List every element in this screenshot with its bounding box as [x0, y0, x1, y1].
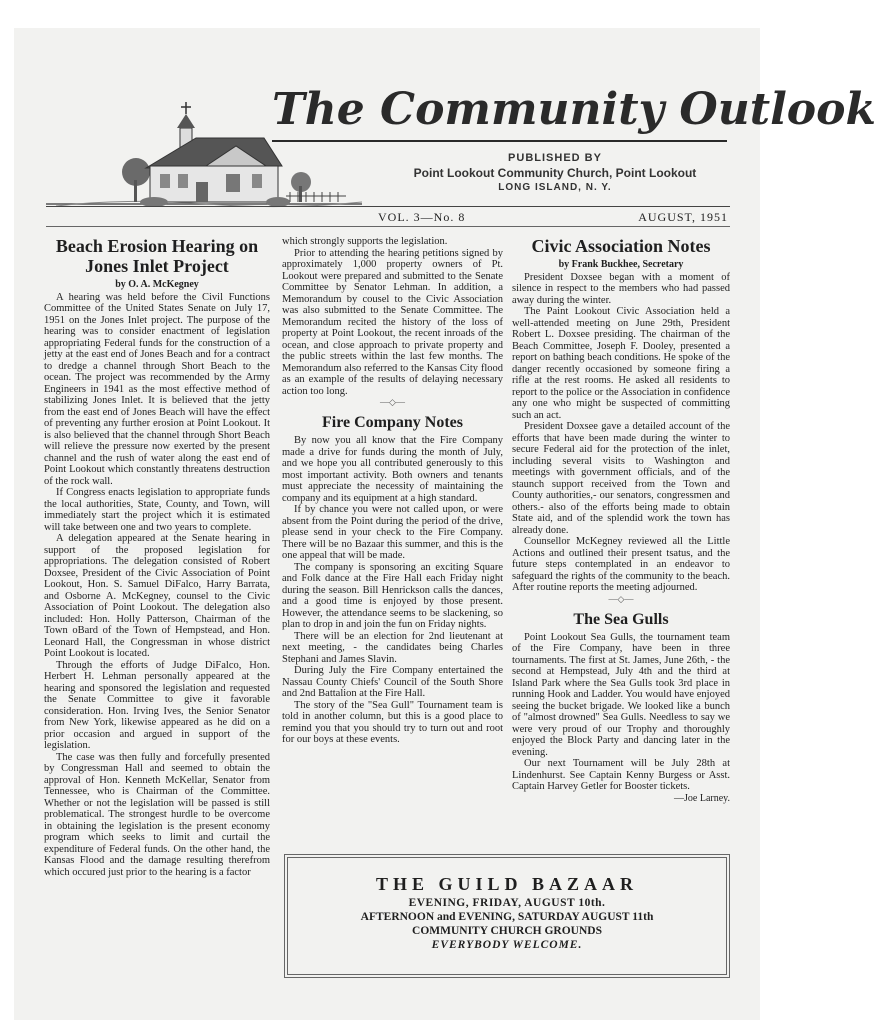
- published-by-label: PUBLISHED BY: [508, 152, 602, 164]
- column-3: [512, 236, 730, 804]
- section-divider: —◇—: [380, 397, 405, 407]
- volume-number: VOL. 3—No. 8: [378, 210, 466, 224]
- beach-paragraph: If Congress enacts legislation to appropriate funds the local authorities, State, County, and Town, will immediately start the project which it is estimated will take between one and two years to complete.: [44, 487, 270, 533]
- bazaar-line-1: EVENING, FRIDAY, AUGUST 10th.: [408, 897, 606, 909]
- section-divider: —◇—: [608, 593, 634, 604]
- civic-paragraph: The Paint Lookout Civic Association held a well-attended meeting on June 29th, President Robert L. Doxsee presiding. The chairman of the Beach Committee, Joseph F. Dooley, presented a report on bathing beach conditions. He spoke of the danger recently occasioned by someone firing a rifle at the rest rooms. He asked all residents to report to the police or the Association in confidence any one who might be suspected of committing such an act.: [512, 306, 730, 421]
- title-rule: [272, 140, 727, 142]
- newsletter-title: The Community Outlook: [272, 84, 876, 135]
- beach-byline: by O. A. McKegney: [115, 279, 199, 290]
- bazaar-line-4: EVERYBODY WELCOME.: [431, 939, 583, 951]
- column-2: [282, 236, 503, 746]
- issue-date: AUGUST, 1951: [638, 210, 728, 224]
- fire-paragraph: If by chance you were not called upon, or were absent from the Point during the period of the drive, please send in your check to the Fire Company. There will be no Bazaar this summer, and this is the one appeal that will be made.: [282, 504, 503, 561]
- fire-paragraph: The company is sponsoring an exciting Square and Folk dance at the Fire Hall each Friday night during the season. Bill Henrickson calls the dances, and a good time is enjoyed by those present. However, the attendance seems to be slackening, so plan to drop in and join the fun on Friday nights.: [282, 561, 503, 630]
- bazaar-title: THE GUILD BAZAAR: [375, 874, 639, 894]
- civic-paragraph: President Doxsee began with a moment of silence in respect to the members who had passed away during the winter.: [512, 271, 730, 306]
- fire-paragraph: By now you all know that the Fire Company made a drive for funds during the month of July, and we hope you all contributed generously to this most important activity. Both owners and tenants must appreciate the necessity of maintaining the company and its equipment at a high standard.: [282, 435, 503, 504]
- seagulls-paragraph: Point Lookout Sea Gulls, the tournament team of the Fire Company, have been in three tournaments. The first at St. James, June 26th, - the second at Hempstead, July 4th and the third at Island Park where the Sea Gulls took 3rd place in running Hook and Ladder. You would have enjoyed seeing the bucket brigade. We looked like a bunch of "almost drowned" Sea Gulls. Needless to say we were very proud of our Trophy and thoroughly enjoyed the Block Party and dancing later in the evening.: [512, 631, 730, 758]
- masthead-rule-lower: [46, 226, 730, 227]
- beach-paragraph: Through the efforts of Judge DiFalco, Hon. Herbert H. Lehman personally appeared at the hearing and sponsored the legislation and requested the Senate Committee to give it favorable consideration. Hon. Irving Ives, the Senior Senator from New York, likewise appeared as he did on a prior occasion and argued in support of the legislation.: [44, 659, 270, 751]
- bazaar-line-3: COMMUNITY CHURCH GROUNDS: [412, 925, 602, 937]
- bazaar-line-2: AFTERNOON and EVENING, SATURDAY AUGUST 11th: [360, 911, 654, 923]
- publisher-name: Point Lookout Community Church, Point Lookout: [413, 166, 697, 180]
- fire-paragraph: There will be an election for 2nd lieutenant at next meeting, - the candidates being Charles Stephani and James Slavin.: [282, 630, 503, 665]
- bazaar-announcement-box: [284, 854, 730, 978]
- civic-headline: Civic Association Notes: [531, 236, 711, 256]
- beach-headline: Beach Erosion Hearing on Jones Inlet Project: [55, 236, 259, 276]
- civic-paragraph: President Doxsee gave a detailed account of the efforts that have been made during the winter to secure Federal aid for the protection of the inlet, including several visits to Washington and meetings with government officials, and of the staunch support received from the Town and County authorities,- our senators, congressmen and others.- also of the efforts being made to obtain State aid, and of the splendid work the town has already done.: [512, 421, 730, 536]
- civic-paragraph: Counsellor McKegney reviewed all the Little Actions and outlined their present tsatus, and the future steps contemplated in an endeavor to safeguard the rights of the community to the beach. After routine reports the meeting adjourned.: [512, 536, 730, 593]
- column-1: [44, 236, 270, 878]
- seagulls-headline: The Sea Gulls: [573, 610, 669, 628]
- beach-paragraph: The case was then fully and forcefully presented by Congressman Hall and seemed to obtain the approval of Hon. Kenneth McKellar, Senator from Tennessee, who is Chairman of the Committee. Whether or not the legislation will be passed is still problematical. The strongest hurdle to be overcome in obtaining the legislation is the present economy program which seeks to limit and curtail the expenditure of Federal funds. On the other hand, the Kansas Flood and the damage resulting therefrom which occured just prior to the hearing is a factor: [44, 751, 270, 878]
- beach-paragraph: A hearing was held before the Civil Functions Committee of the United States Senate on July 17, 1951 on the Jones Inlet project. The purpose of the hearing was to consider enactment of legislation appropriating Federal funds for the construction of a jetty at the east end of Jones Beach and for a contract to dredge a channel through Short Beach to the ocean. The project was recommended by the Army Engineers in 1941 as the most effective method of stabilizing Jones Inlet. It is believed that the jetty from the east end of Jones Beach will have the effect of preventing any further erosion at Point Lookout. It is also believed that the channel through Short Beach will relieve the pressure now exerted by the present channel and the rush of water along the east end of Point Lookout which constantly threatens destruction of the rock wall.: [44, 291, 270, 487]
- fire-headline: Fire Company Notes: [321, 414, 464, 431]
- seagulls-paragraph: Our next Tournament will be July 28th at Lindenhurst. See Captain Kenny Burgess or Asst. Captain Harvey Getler for Booster tickets.: [512, 758, 730, 792]
- beach-continued: Prior to attending the hearing petitions signed by approximately 1,000 property owners of Pt. Lookout were prepared and submitted to the Senate Committee by Senator Lehman. In addition, a Memorandum by cousel to the Civic Association was also submitted to the Senate Committee. The Memorandum recited the history of the loss of property at Point Lookout, the recent inroads of the ocean, and close approach to private property and the public streets within the last few months. The Memorandum also referred to the Kansas City flood as an example of the results of delaying necessary action too long.: [282, 247, 503, 397]
- fire-paragraph: During July the Fire Company entertained the Nassau County Chiefs' Council of the South Shore and 2nd Battalion at the Fire Hall.: [282, 665, 503, 699]
- fire-paragraph: The story of the "Sea Gull" Tournament team is told in another column, but this is a good place to remind you that you should try to turn out and root for our boys at these events.: [282, 699, 503, 745]
- beach-paragraph: A delegation appeared at the Senate hearing in support of the proposed legislation for appropriations. The delegation consisted of Robert Doxsee, President of the Civic Association of Point Lookout, Hon. S. Samuel DiFalco, Harry Barrata, and Osborne A. McKegney, counsel to the Civic Association of Point Lookout. The delegation also included: Hon. Holly Patterson, Chairman of the Town oBard of the Town of Hempstead, and Hon. Leonard Hall, the Congressman in whose district Point Lookout is located.: [44, 533, 270, 659]
- masthead-rule: [46, 206, 730, 207]
- seagulls-signature: —Joe Larney.: [674, 792, 730, 804]
- civic-byline: by Frank Buckhee, Secretary: [558, 259, 684, 270]
- beach-continued: which strongly supports the legislation.: [282, 236, 448, 247]
- publisher-location: LONG ISLAND, N. Y.: [498, 182, 612, 193]
